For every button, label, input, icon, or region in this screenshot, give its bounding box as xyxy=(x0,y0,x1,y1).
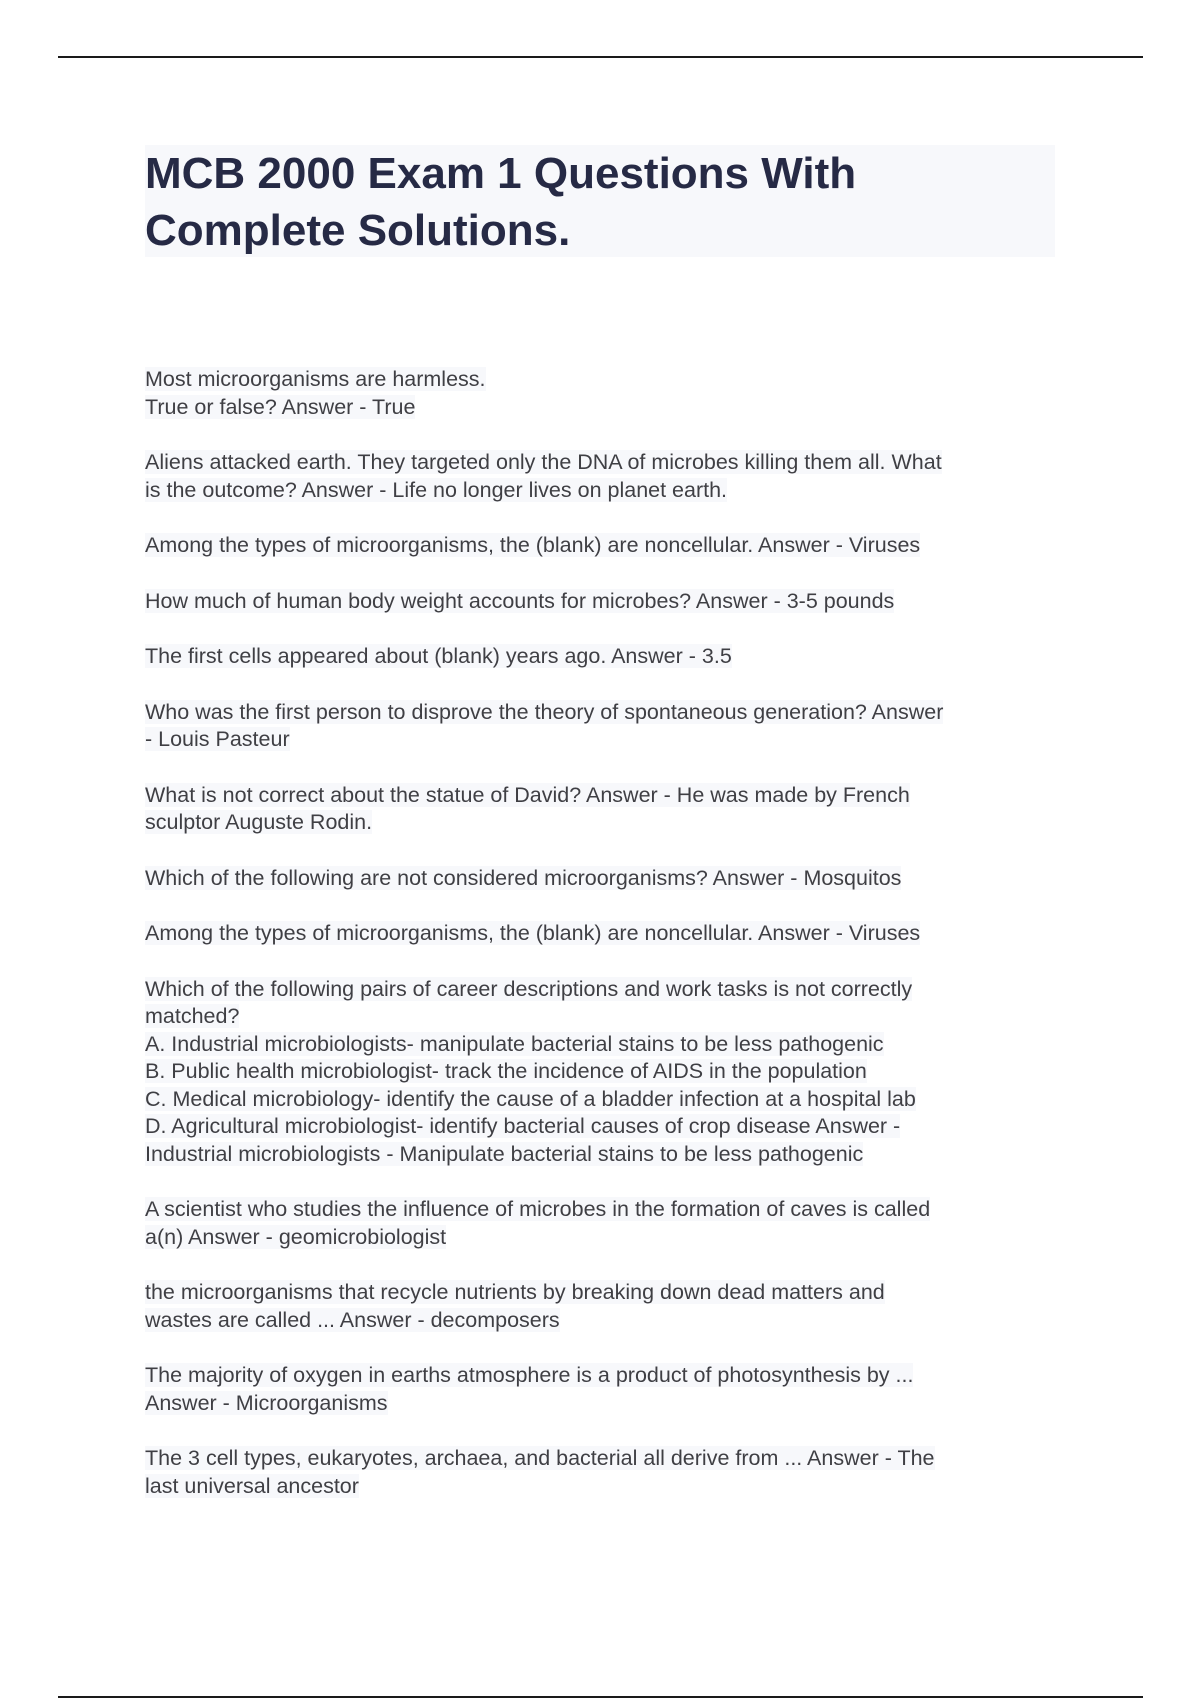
qa-line-text: A. Industrial microbiologists- manipulate bacterial stains to be less pathogenic xyxy=(145,1031,884,1056)
qa-line xyxy=(145,643,1065,671)
qa-item xyxy=(145,449,1065,504)
qa-item xyxy=(145,1362,1065,1417)
page-title-line-2: Complete Solutions. xyxy=(145,206,571,255)
qa-line xyxy=(145,366,1065,394)
page-title-line-1: MCB 2000 Exam 1 Questions With xyxy=(145,149,857,198)
qa-line xyxy=(145,782,1065,810)
qa-line xyxy=(145,1307,1065,1335)
qa-line-text: Among the types of microorganisms, the (blank) are noncellular. Answer - Viruses xyxy=(145,921,921,945)
qa-line xyxy=(145,809,1065,837)
qa-line xyxy=(145,394,1065,422)
qa-item xyxy=(145,865,1065,893)
qa-line xyxy=(145,1003,1065,1031)
qa-line xyxy=(145,449,1065,477)
qa-line-text: True or false? Answer - True xyxy=(145,394,416,419)
qa-line xyxy=(145,1196,1065,1224)
qa-line-text: The 3 cell types, eukaryotes, archaea, and bacterial all derive from ... Answer - The xyxy=(145,1446,935,1470)
qa-line-text: - Louis Pasteur xyxy=(145,727,290,751)
qa-line xyxy=(145,1058,1065,1086)
qa-line-text: Industrial microbiologists - Manipulate bacterial stains to be less pathogenic xyxy=(145,1141,864,1166)
qa-line-text: wastes are called ... Answer - decomposers xyxy=(145,1307,560,1332)
qa-line-text: Which of the following are not considered microorganisms? Answer - Mosquitos xyxy=(145,865,902,890)
qa-line xyxy=(145,1473,1065,1501)
qa-line-text: A scientist who studies the influence of microbes in the formation of caves is called xyxy=(145,1197,931,1221)
qa-line-text: is the outcome? Answer - Life no longer lives on planet earth. xyxy=(145,477,728,502)
qa-line-text: What is not correct about the statue of David? Answer - He was made by French xyxy=(145,782,910,807)
qa-line-text: D. Agricultural microbiologist- identify bacterial causes of crop disease Answer - xyxy=(145,1114,901,1138)
question-answer-list xyxy=(145,366,1065,1528)
qa-line-text: Which of the following pairs of career descriptions and work tasks is not correctly xyxy=(145,976,913,1001)
qa-line-text: Answer - Microorganisms xyxy=(145,1390,388,1415)
qa-line xyxy=(145,477,1065,505)
qa-item xyxy=(145,1445,1065,1500)
qa-line-text: The first cells appeared about (blank) years ago. Answer - 3.5 xyxy=(145,644,732,668)
qa-item xyxy=(145,699,1065,754)
qa-line-text: Aliens attacked earth. They targeted only the DNA of microbes killing them all. What xyxy=(145,450,942,474)
qa-line xyxy=(145,1390,1065,1418)
qa-item xyxy=(145,588,1065,616)
qa-line-text: the microorganisms that recycle nutrients by breaking down dead matters and xyxy=(145,1280,885,1304)
qa-line-text: B. Public health microbiologist- track the incidence of AIDS in the population xyxy=(145,1059,867,1083)
qa-line xyxy=(145,1445,1065,1473)
qa-line-text: Most microorganisms are harmless. xyxy=(145,367,486,391)
title-box xyxy=(145,145,1055,257)
qa-line xyxy=(145,588,1065,616)
qa-line xyxy=(145,1031,1065,1059)
qa-line xyxy=(145,865,1065,893)
qa-line-text: a(n) Answer - geomicrobiologist xyxy=(145,1224,447,1249)
qa-line-text: Who was the first person to disprove the theory of spontaneous generation? Answer xyxy=(145,699,944,724)
qa-line-text: sculptor Auguste Rodin. xyxy=(145,810,373,834)
qa-line xyxy=(145,976,1065,1004)
header-rule xyxy=(58,56,1143,58)
qa-line xyxy=(145,1224,1065,1252)
qa-item xyxy=(145,366,1065,421)
qa-line xyxy=(145,1141,1065,1169)
qa-item xyxy=(145,782,1065,837)
qa-item xyxy=(145,532,1065,560)
qa-line xyxy=(145,1362,1065,1390)
qa-line-text: Among the types of microorganisms, the (blank) are noncellular. Answer - Viruses xyxy=(145,533,921,557)
qa-item xyxy=(145,920,1065,948)
qa-line-text: The majority of oxygen in earths atmosphere is a product of photosynthesis by ... xyxy=(145,1363,914,1387)
qa-line xyxy=(145,532,1065,560)
qa-item xyxy=(145,643,1065,671)
qa-item xyxy=(145,1279,1065,1334)
qa-line-text: C. Medical microbiology- identify the cause of a bladder infection at a hospital lab xyxy=(145,1086,916,1111)
qa-line-text: last universal ancestor xyxy=(145,1473,359,1498)
qa-line-text: matched? xyxy=(145,1004,240,1028)
qa-line xyxy=(145,1113,1065,1141)
qa-line-text: How much of human body weight accounts for microbes? Answer - 3-5 pounds xyxy=(145,588,895,613)
qa-line xyxy=(145,920,1065,948)
qa-item xyxy=(145,1196,1065,1251)
qa-line xyxy=(145,726,1065,754)
qa-item xyxy=(145,976,1065,1169)
qa-line xyxy=(145,1279,1065,1307)
qa-line xyxy=(145,1086,1065,1114)
footer-rule xyxy=(58,1696,1143,1698)
page-title xyxy=(145,145,1055,259)
qa-line xyxy=(145,699,1065,727)
